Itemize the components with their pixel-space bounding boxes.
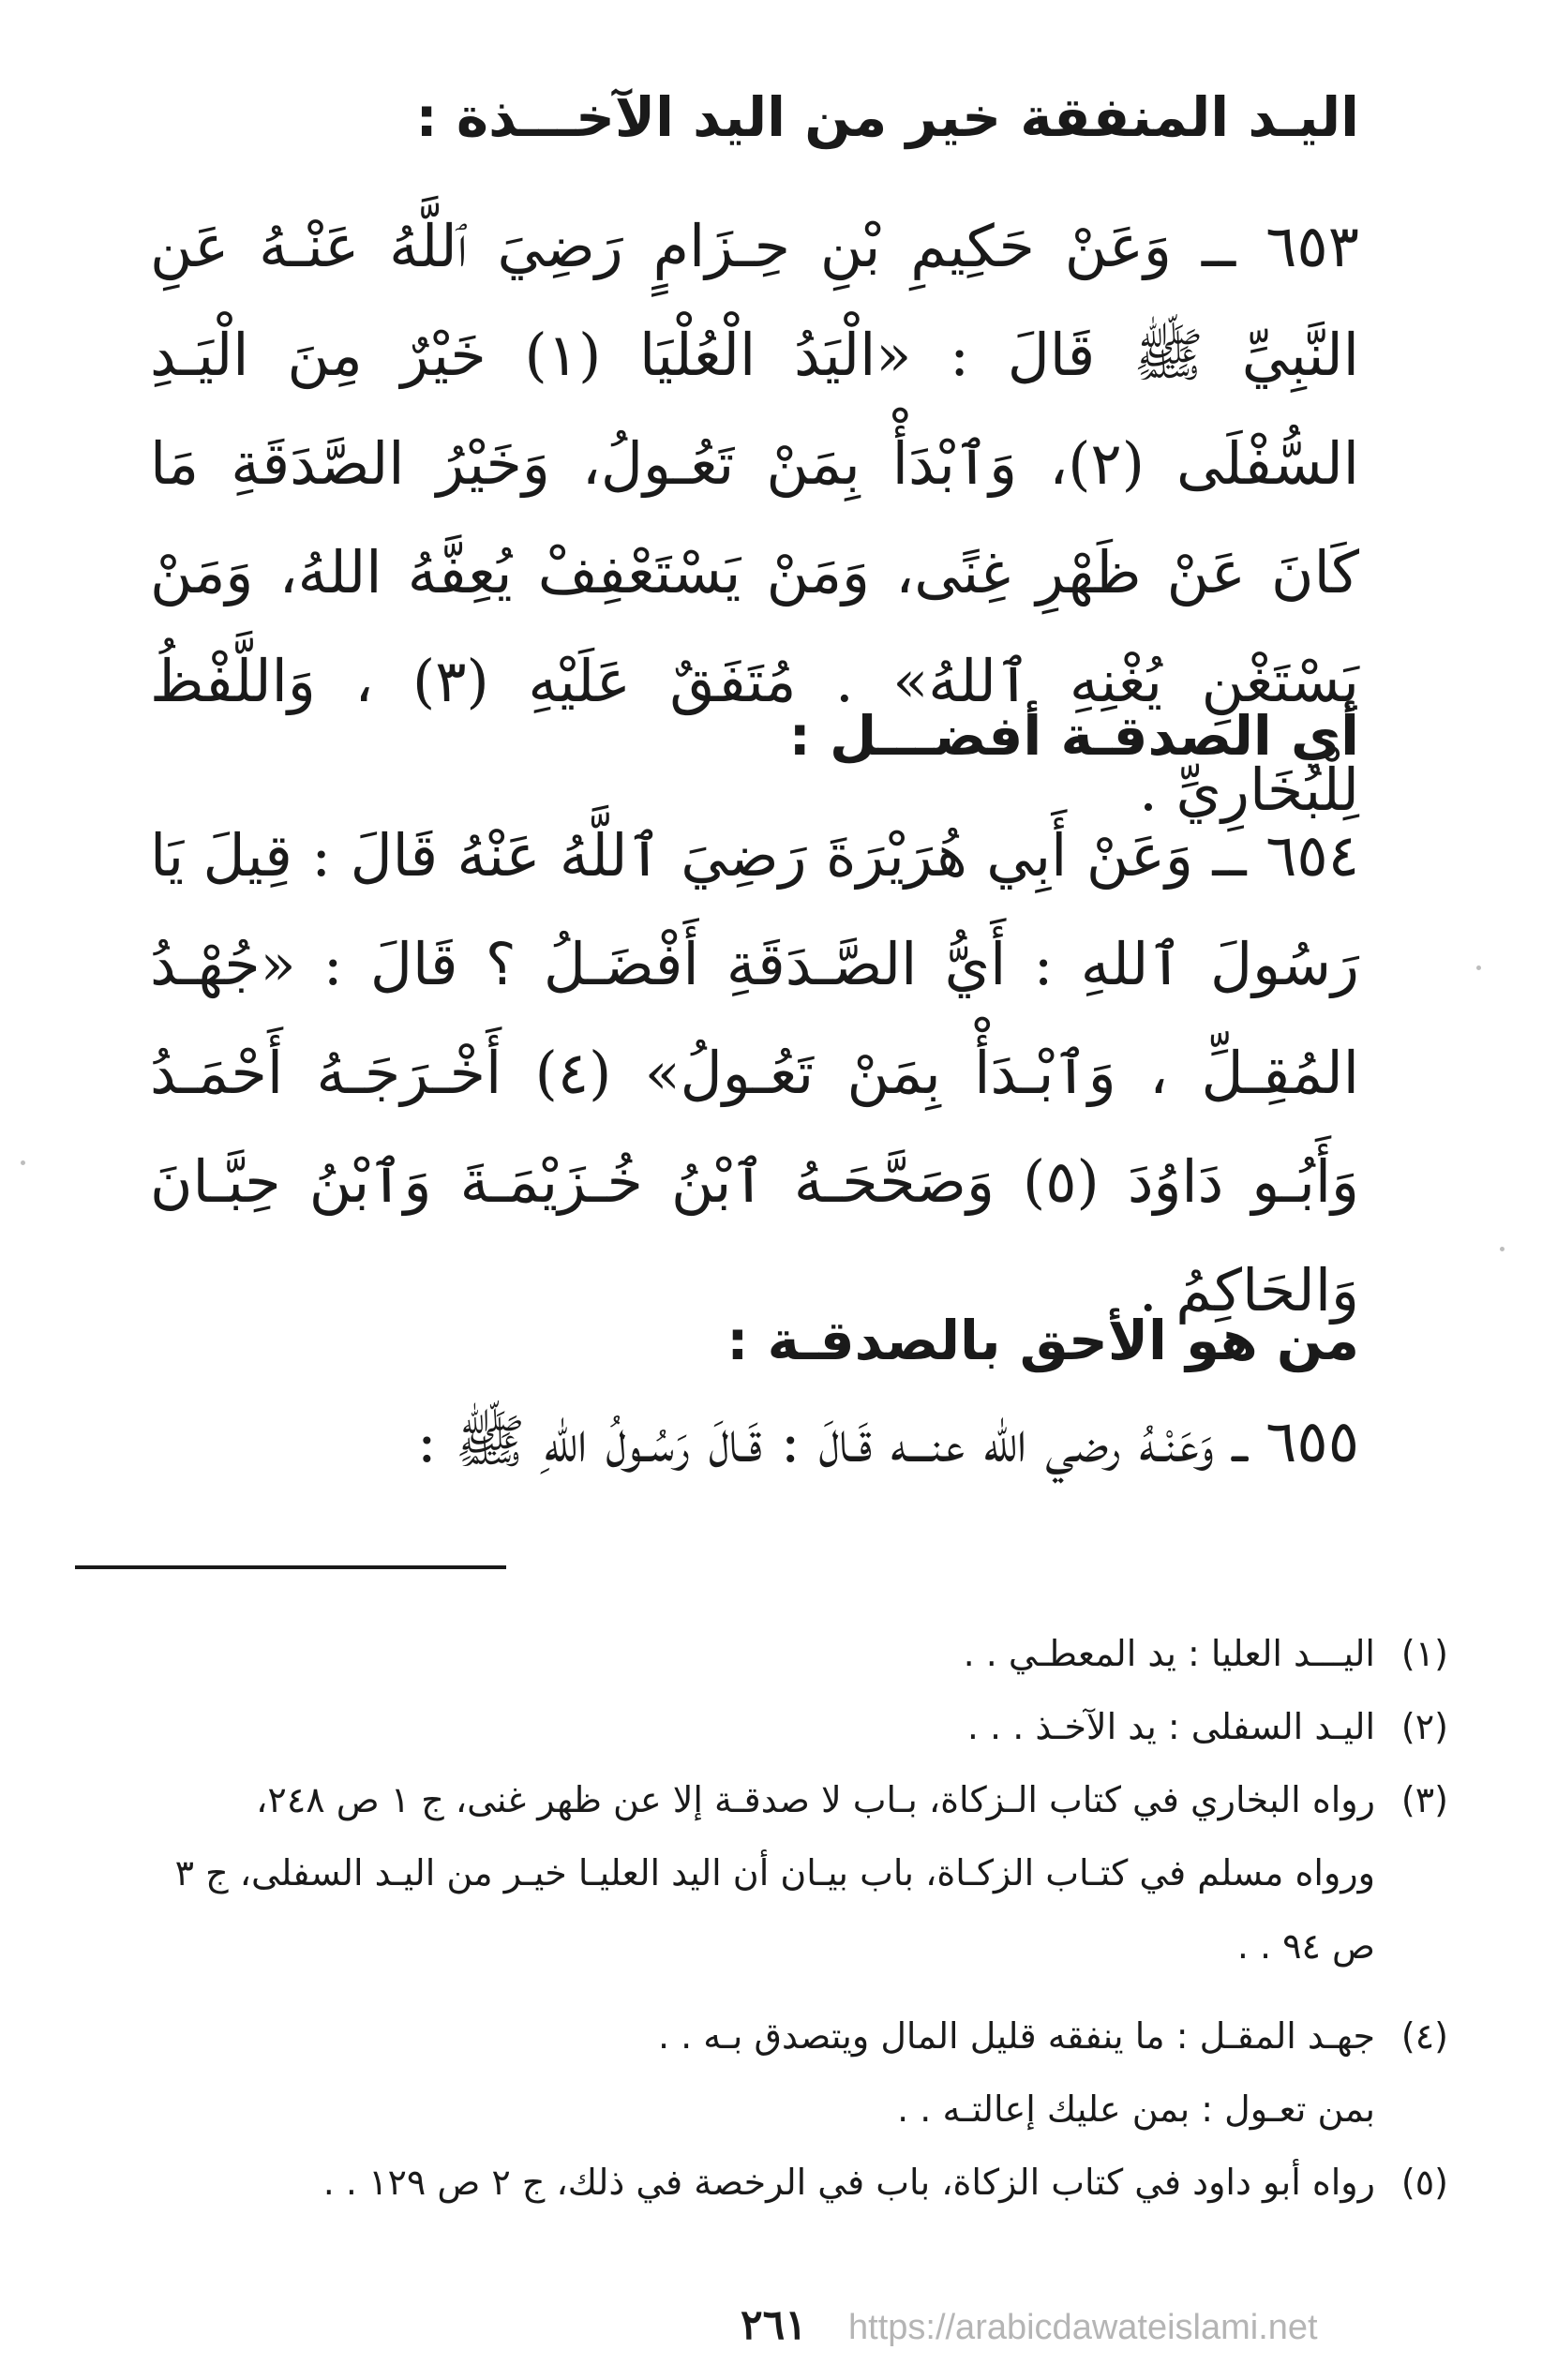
footnote-text: اليـــد العليا : يد المعطـي . . bbox=[963, 1633, 1375, 1674]
page-number: ٢٦١ bbox=[741, 2301, 807, 2349]
footnote-5 bbox=[80, 2146, 1448, 2219]
section-heading: من هو الأحق بالصدقـة : bbox=[726, 1309, 1359, 1372]
watermark-url: https://arabicdawateislami.net bbox=[848, 2308, 1318, 2347]
footnote-text: اليـد السفلى : يد الآخـذ . . . bbox=[966, 1706, 1375, 1747]
footnote-text: رواه أبو داود في كتاب الزكاة، باب في الرخصة في ذلك، ج ٢ ص ١٢٩ . . bbox=[322, 2162, 1375, 2203]
footnote-text: جهـد المقـل : ما ينفقه قليل المال ويتصدق بـه . . bbox=[657, 2015, 1375, 2057]
section-heading: اليـد المنفقة خير من اليد الآخـــذة : bbox=[415, 85, 1359, 149]
scan-speck bbox=[21, 1160, 25, 1165]
footnote-number: (٢) bbox=[1400, 1706, 1448, 1747]
footnote-number: (١) bbox=[1400, 1633, 1448, 1674]
footnote-number: (٥) bbox=[1400, 2162, 1448, 2203]
footnote-1 bbox=[80, 1617, 1448, 1690]
hadith-text: ٦٥٥ ــ وَعَنْـهُ رضي الله عنـــه قَـالَ : قَـالَ رَسُـولُ اللهِ ﷺ : bbox=[416, 1407, 1359, 1475]
footnote-text: ورواه مسلم في كتـاب الزكـاة، باب بيـان أن اليد العليـا خيـر من اليـد السفلى، ج ٣ bbox=[174, 1852, 1375, 1894]
footnote-divider bbox=[75, 1565, 506, 1569]
scan-speck bbox=[1476, 965, 1481, 970]
footnote-text: بمن تعـول : بمن عليك إعالتـه . . bbox=[897, 2088, 1375, 2130]
footnote-number: (٣) bbox=[1400, 1779, 1448, 1820]
footnote-3-continuation bbox=[80, 1836, 1448, 1909]
section-2 bbox=[150, 698, 1359, 1345]
footnote-number: (٤) bbox=[1400, 2015, 1448, 2057]
footnote-3-continuation bbox=[80, 1909, 1448, 1983]
footnote-4-continuation bbox=[80, 2073, 1448, 2146]
footnote-2 bbox=[80, 1690, 1448, 1763]
scan-speck bbox=[1500, 1247, 1505, 1251]
footnote-text: ص ٩٤ . . bbox=[1236, 1925, 1375, 1967]
hadith-text: ٦٥٣ ــ وَعَنْ حَكِيمِ بْنِ حِـزَامٍ رَضِيَ ٱللَّهُ عَنْـهُ عَنِ النَّبِيِّ ﷺ قَالَ : «الْيَدُ الْعُلْيَا (١) خَيْرٌ مِنَ الْيَـدِ السُّفْلَى (٢)، وَٱبْدَأْ بِمَنْ تَعُـولُ، وَخَيْرُ الصَّدَقَةِ مَا كَانَ عَنْ ظَهْرِ غِنًى، وَمَنْ يَسْتَعْفِفْ يُعِفَّهُ اللهُ، وَمَنْ يَسْتَغْنِ يُغْنِهِ ٱللهُ» . مُتَفَقٌ عَلَيْهِ (٣) ، وَاللَّفْظُ لِلْبُخَارِيِّ . bbox=[150, 212, 1360, 824]
hadith-text: ٦٥٤ ــ وَعَنْ أَبِي هُرَيْرَةَ رَضِيَ ٱللَّهُ عَنْهُ قَالَ : قِيلَ يَا رَسُولَ ٱللهِ : أَيُّ الصَّـدَقَةِ أَفْضَـلُ ؟ قَالَ : «جُهْـدُ المُقِـلِّ ، وَٱبْـدَأْ بِمَنْ تَعُـولُ» (٤) أَخْـرَجَـهُ أَحْمَـدُ وَأَبُـو دَاوُدَ (٥) وَصَحَّحَـهُ ٱبْنُ خُـزَيْمَـةَ وَٱبْنُ حِبَّـانَ وَالحَاكِمُ . bbox=[150, 821, 1359, 1325]
footnote-text: رواه البخاري في كتاب الـزكاة، بـاب لا صدقـة إلا عن ظهر غنى، ج ١ ص ٢٤٨، bbox=[256, 1779, 1375, 1820]
footnote-3 bbox=[80, 1763, 1448, 1836]
section-heading: أي الصدقـة أفضـــل : bbox=[788, 704, 1359, 768]
footnote-4 bbox=[80, 1999, 1448, 2073]
section-3 bbox=[150, 1303, 1359, 1496]
footnotes bbox=[80, 1617, 1448, 2219]
